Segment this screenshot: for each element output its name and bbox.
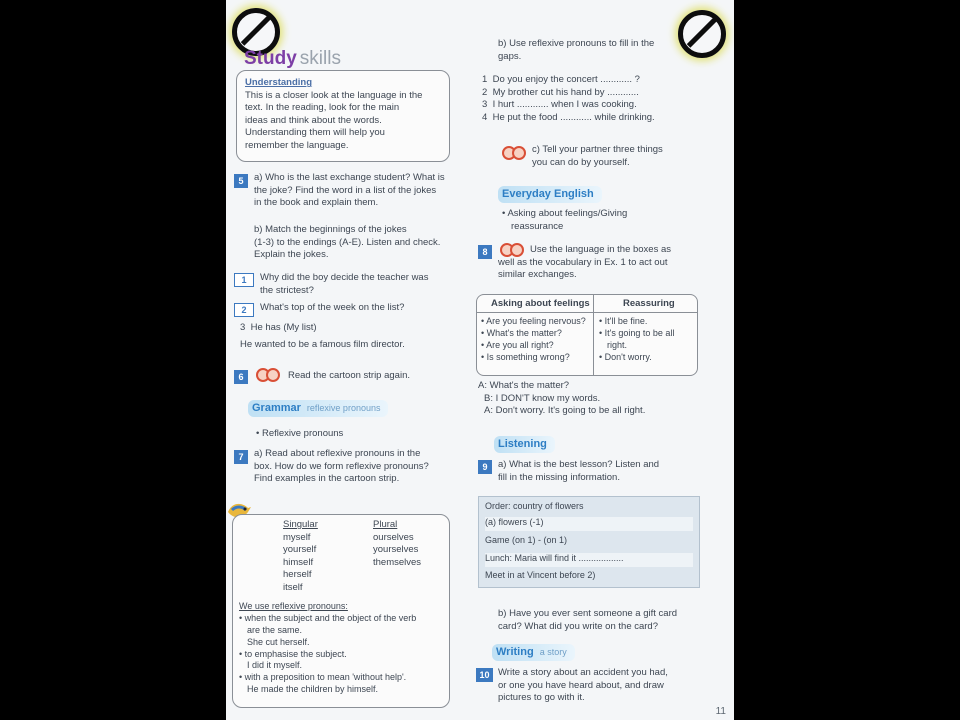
box-line: remember the language.	[245, 139, 349, 151]
box-line: ideas and think about the words.	[245, 114, 382, 126]
text-line: you can do by yourself.	[532, 156, 630, 168]
text-line: gaps.	[498, 50, 522, 62]
text-line: b) Match the beginnings of the jokes	[254, 224, 407, 235]
table-column: • Are you feeling nervous? • What's the matter? • Are you all right? • Is something wrong?	[481, 316, 586, 362]
text-line: a) What is the best lesson? Listen and	[498, 459, 660, 470]
dialogue-line: B: I DON'T know my words.	[484, 392, 601, 404]
section-label: Grammar	[252, 402, 301, 414]
rule-example: She cut herself.	[247, 636, 310, 647]
gap-item: 1 Do you enjoy the concert ............ ?	[482, 74, 640, 85]
cd-audio-icon	[502, 146, 528, 160]
exercise-c-text	[532, 144, 702, 169]
gap-item: 3 I hurt ............ when I was cooking.	[482, 99, 637, 111]
dialogue	[478, 380, 698, 418]
exercise-6-text: Read the cartoon strip again.	[288, 370, 410, 381]
question-2-text: What's top of the week on the list?	[260, 302, 405, 313]
gap-item: 4 He put the food ............ while drinking.	[482, 111, 655, 123]
exercise-9-text	[498, 459, 698, 484]
table-divider	[477, 312, 697, 313]
question-number: 2	[234, 303, 254, 317]
pronoun: himself	[283, 556, 314, 568]
pronoun: yourselves	[373, 544, 419, 556]
rule-line: are the same.	[247, 624, 303, 635]
text-line: in the book and explain them.	[254, 197, 379, 209]
page-number: 11	[715, 705, 726, 717]
question-1-text	[260, 272, 456, 297]
table-column: • It'll be fine. • It's going to be all right. • Don't worry.	[599, 316, 675, 362]
exercise-10-text	[498, 667, 698, 705]
exercise-number: 5	[234, 174, 248, 188]
text-line: b) Use reflexive pronouns to fill in the	[498, 38, 655, 49]
text-line: (1-3) to the endings (A-E). Listen and check.	[254, 236, 441, 248]
pronoun: themselves	[373, 556, 422, 568]
everyday-english-section-header: Everyday English	[498, 186, 602, 203]
text-line: Use the language in the boxes as	[530, 244, 672, 255]
exercise-number: 7	[234, 450, 248, 464]
column-heading: Plural	[373, 519, 398, 530]
pronoun: myself	[283, 531, 311, 543]
text-line: or one you have heard about, and draw	[498, 679, 664, 691]
text-line: a) Who is the last exchange student? What is	[254, 172, 445, 183]
notes-row: (a) flowers (-1)	[485, 517, 693, 531]
study-skills-box	[236, 70, 450, 162]
section-label: Writing	[496, 646, 534, 658]
exercise-number: 8	[478, 245, 492, 259]
text-line: fill in the missing information.	[498, 471, 620, 483]
table-divider	[593, 295, 594, 375]
everyday-bullet: • Asking about feelings/Giving reassurance	[502, 208, 692, 233]
rule-example: I did it myself.	[247, 660, 303, 671]
text-line: well as the vocabulary in Ex. 1 to act out	[498, 256, 668, 268]
question-number: 1	[234, 273, 254, 287]
cd-audio-icon	[256, 368, 282, 382]
text-line: Find examples in the cartoon strip.	[254, 473, 400, 485]
listening-notes-box	[478, 496, 700, 588]
table-cell: right.	[607, 339, 628, 350]
exercise-number: 9	[478, 460, 492, 474]
exercise-9b-text	[498, 608, 698, 633]
text-line: Explain the jokes.	[254, 249, 329, 261]
rules-list: We use reflexive pronouns: • when the subject and the object of the verb are the same. She cut herself. • to emphasise the subject. I did it myself. • with a preposition to mean 'without help'. He made the children by himself.	[239, 601, 445, 696]
text-line: Why did the boy decide the teacher was	[260, 272, 429, 283]
section-subtitle: a story	[539, 647, 567, 657]
pronoun: itself	[283, 581, 303, 593]
item-text: He has (My list)	[250, 322, 317, 333]
exercise-number: 10	[476, 668, 493, 682]
dialogue-line: A: Don't worry. It's going to be all right.	[484, 405, 646, 417]
listening-section-header: Listening	[494, 436, 555, 453]
gap-item: 2 My brother cut his hand by ............	[482, 86, 639, 98]
plural-column	[373, 519, 421, 569]
exercise-7-text	[254, 448, 454, 486]
grammar-section-header	[248, 400, 388, 417]
notes-row: Lunch: Maria will find it ..................	[485, 553, 693, 567]
table-header: Reassuring	[623, 298, 675, 309]
exercise-5b-text	[254, 224, 454, 262]
notes-row: Game (on 1) - (on 1)	[485, 535, 568, 545]
text-line: card? What did you write on the card?	[498, 620, 659, 632]
reflexive-pronouns-box	[232, 514, 450, 708]
pronoun: ourselves	[373, 531, 414, 543]
page-title: Study skills	[244, 48, 341, 69]
exercise-5-text	[254, 172, 454, 210]
exercise-8-text	[498, 244, 698, 282]
text-line: Write a story about an accident you had,	[498, 667, 668, 678]
text-line: c) Tell your partner three things	[532, 144, 663, 155]
textbook-page	[226, 0, 734, 720]
rule-example: He made the children by himself.	[247, 684, 379, 695]
singular-column	[283, 519, 318, 594]
question-4-text: He wanted to be a famous film director.	[240, 339, 405, 350]
text-line: a) Read about reflexive pronouns in the	[254, 448, 421, 459]
text-line: similar exchanges.	[498, 269, 577, 281]
box-line: text. In the reading, look for the main	[245, 102, 400, 114]
pronoun: herself	[283, 569, 312, 581]
item-number: 3	[240, 322, 246, 333]
gap-fill-list	[482, 74, 702, 124]
column-heading: Singular	[283, 519, 318, 530]
text-line: b) Have you ever sent someone a gift card	[498, 608, 678, 619]
box-heading: Understanding	[245, 77, 313, 88]
section-subtitle: reflexive pronouns	[306, 403, 381, 413]
bullet-cont: reassurance	[511, 220, 564, 232]
dialogue-line: A: What's the matter?	[478, 380, 570, 391]
notes-row: Order: country of flowers	[485, 501, 584, 511]
text-line: box. How do we form reflexive pronouns?	[254, 460, 429, 472]
writing-section-header	[492, 644, 575, 661]
feelings-table	[476, 294, 698, 376]
exercise-number: 6	[234, 370, 248, 384]
text-line: pictures to go with it.	[498, 692, 585, 704]
question-3-text	[240, 322, 317, 335]
rules-heading: We use reflexive pronouns:	[239, 601, 348, 611]
box-line: This is a closer look at the language in the	[245, 89, 423, 101]
exercise-b-text	[498, 38, 698, 63]
notes-row: Meet in at Vincent before 2)	[485, 570, 596, 580]
text-line: the joke? Find the word in a list of the jokes	[254, 184, 437, 196]
text-line: the strictest?	[260, 284, 314, 296]
grammar-bullet: • Reflexive pronouns	[256, 428, 344, 439]
box-line: Understanding them will help you	[245, 127, 385, 139]
table-header: Asking about feelings	[491, 298, 590, 309]
pronoun: yourself	[283, 544, 317, 556]
